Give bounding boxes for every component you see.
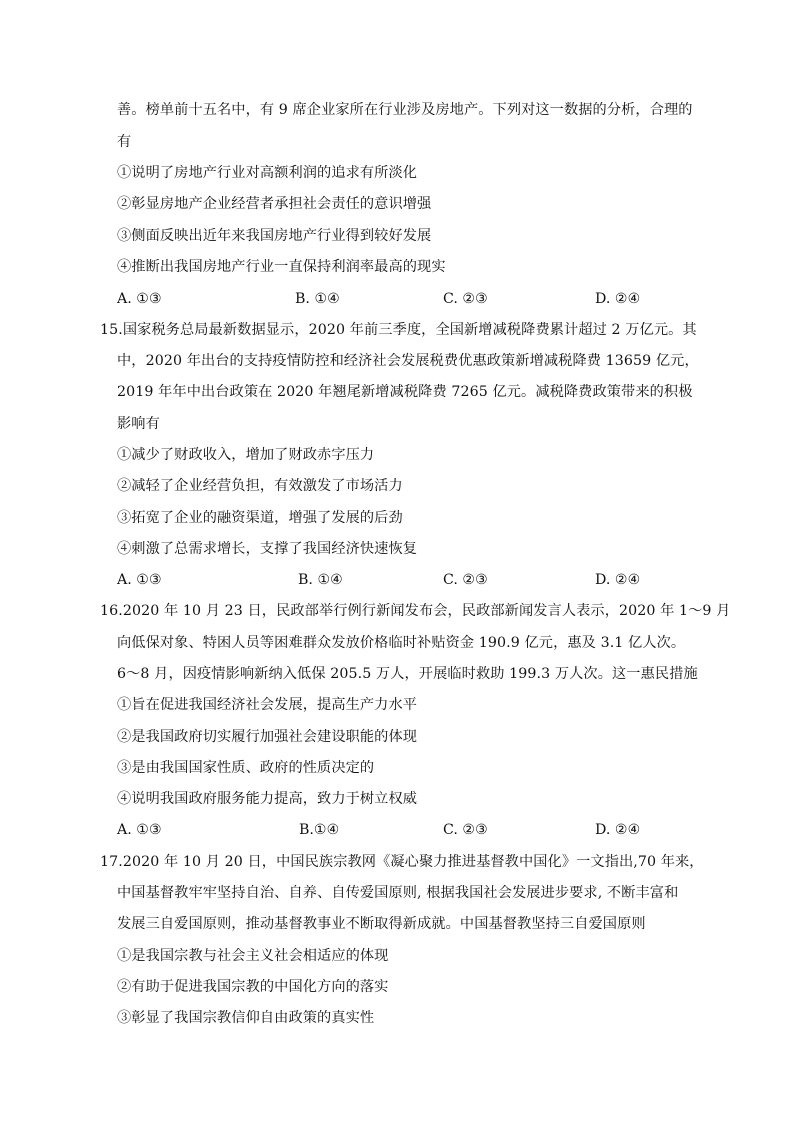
q15-stem-line-1: 15.国家税务总局最新数据显示，2020 年前三季度，全国新增减税降费累计超过 2 万亿元。其: [100, 322, 697, 338]
q14-option-2: ②彰显房地产企业经营者承担社会责任的意识增强: [117, 196, 432, 212]
q15-answer-choices: [117, 570, 677, 590]
q17-stem-line-3: 发展三自爱国原则，推动基督教事业不断取得新成就。中国基督教坚持三自爱国原则: [117, 916, 646, 932]
q14-stem-line-2: 有: [117, 134, 132, 150]
q17-option-1: ①是我国宗教与社会主义社会相适应的体现: [117, 948, 389, 964]
q15-option-1: ①减少了财政收入，增加了财政赤字压力: [117, 447, 375, 463]
q14-choice-a[interactable]: A. ①③: [117, 291, 162, 307]
q17-option-3: ③彰显了我国宗教信仰自由政策的真实性: [117, 1010, 375, 1026]
q16-choice-a[interactable]: A. ①③: [117, 822, 162, 838]
q15-choice-a[interactable]: A. ①③: [117, 572, 162, 588]
q15-option-2: ②减轻了企业经营负担，有效激发了市场活力: [117, 478, 403, 494]
q16-choice-d[interactable]: D. ②④: [595, 822, 641, 838]
q15-stem-line-3: 2019 年年中出台政策在 2020 年翘尾新增减税降费 7265 亿元。减税降费政策带来的积极: [117, 384, 693, 400]
q15-choice-c[interactable]: C. ②③: [443, 572, 488, 588]
q16-option-4: ④说明我国政府服务能力提高，致力于树立权威: [117, 791, 418, 807]
q14-choice-c[interactable]: C. ②③: [443, 291, 488, 307]
q16-stem-line-3: 6～8 月，因疫情影响新纳入低保 205.5 万人，开展临时救助 199.3 万人次。这一惠民措施: [117, 666, 698, 682]
q16-stem-line-1: 16.2020 年 10 月 23 日，民政部举行例行新闻发布会，民政部新闻发言人表示，2020 年 1～9 月: [100, 603, 731, 619]
q16-choice-b[interactable]: B.①④: [299, 822, 340, 838]
q15-choice-b[interactable]: B. ①④: [298, 572, 343, 588]
q14-stem-line-1: 善。榜单前十五名中，有 9 席企业家所在行业涉及房地产。下列对这一数据的分析，合理的: [117, 102, 693, 118]
q17-option-2: ②有助于促进我国宗教的中国化方向的落实: [117, 979, 389, 995]
q15-stem-line-4: 影响有: [117, 416, 160, 432]
q16-stem-line-2: 向低保对象、特困人员等困难群众发放价格临时补贴资金 190.9 亿元，惠及 3.1 亿人次。: [117, 635, 686, 651]
q16-option-1: ①旨在促进我国经济社会发展，提高生产力水平: [117, 697, 418, 713]
q14-answer-choices: [117, 289, 677, 309]
q14-choice-d[interactable]: D. ②④: [595, 291, 641, 307]
q15-choice-d[interactable]: D. ②④: [595, 572, 641, 588]
q17-stem-line-2: 中国基督教牢牢坚持自治、自养、自传爱国原则, 根据我国社会发展进步要求, 不断丰富和: [117, 885, 679, 901]
q16-choice-c[interactable]: C. ②③: [443, 822, 488, 838]
q15-option-3: ③拓宽了企业的融资渠道，增强了发展的后劲: [117, 510, 403, 526]
q14-choice-b[interactable]: B. ①④: [295, 291, 340, 307]
q17-stem-line-1: 17.2020 年 10 月 20 日，中国民族宗教网《凝心聚力推进基督教中国化》一文指出,70 年来，: [100, 854, 704, 870]
q15-stem-line-2: 中，2020 年出台的支持疫情防控和经济社会发展税费优惠政策新增减税降费 13659 亿元，: [117, 353, 699, 369]
q14-option-3: ③侧面反映出近年来我国房地产行业得到较好发展: [117, 228, 432, 244]
q16-option-2: ②是我国政府切实履行加强社会建设职能的体现: [117, 729, 418, 745]
q14-option-4: ④推断出我国房地产行业一直保持利润率最高的现实: [117, 259, 446, 275]
q15-option-4: ④刺激了总需求增长，支撑了我国经济快速恢复: [117, 541, 418, 557]
q16-option-3: ③是由我国国家性质、政府的性质决定的: [117, 760, 375, 776]
q16-answer-choices: [117, 820, 677, 840]
q14-option-1: ①说明了房地产行业对高额利润的追求有所淡化: [117, 165, 418, 181]
